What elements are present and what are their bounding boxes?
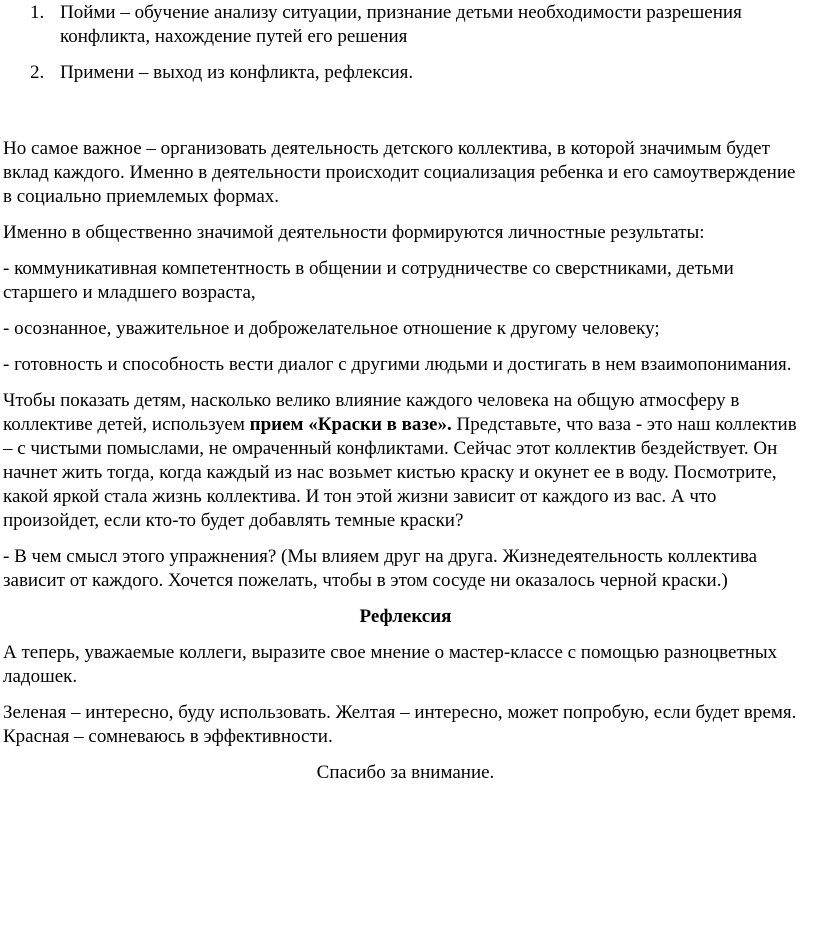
paragraph-results-intro: Именно в общественно значимой деятельности формируются личностные результаты: <box>3 222 705 243</box>
paragraph-vase-exercise <box>3 389 808 533</box>
section-heading-reflection <box>3 605 808 629</box>
list-item <box>30 61 800 85</box>
paragraph-main-idea: Но самое важное – организовать деятельность детского коллектива, в которой значимым будет вклад каждого. Именно в деятельности происходит социализация ребенка и его самоутверждение в социально приемлемых формах. <box>3 138 796 207</box>
list-number: 2. <box>30 62 45 83</box>
paragraph-palm-colors: Зеленая – интересно, буду использовать. Желтая – интересно, может попробую, если будет время. Красная – сомневаюсь в эффективности. <box>3 702 797 747</box>
list-item-text: Пойми – обучение анализу ситуации, признание детьми необходимости разрешения конфликта, нахождение путей его решения <box>60 2 742 47</box>
paragraph-result-communication: - коммуникативная компетентность в общении и сотрудничестве со сверстниками, детьми старшего и младшего возраста, <box>3 258 734 303</box>
paragraph-result-dialogue: - готовность и способность вести диалог с другими людьми и достигать в нем взаимопонимания. <box>3 354 792 375</box>
closing-line: Спасибо за внимание. <box>316 762 495 783</box>
vase-technique-name: прием «Краски в вазе». <box>249 414 452 435</box>
paragraph-reflection-intro: А теперь, уважаемые коллеги, выразите свое мнение о мастер-классе с помощью разноцветных ладошек. <box>3 642 778 687</box>
steps-list <box>30 1 800 97</box>
list-number: 1. <box>30 2 45 23</box>
vase-text-after: Представьте, что ваза - это наш коллектив – с чистыми помыслами, не омраченный конфликтами. Сейчас этот коллектив бездействует. Он начнет жить тогда, когда каждый из нас возьмет кистью краску и окунет ее в воду. Посмотрите, какой яркой стала жизнь коллектива. И тон этой жизни зависит от каждого из вас. А что произойдет, если кто-то будет добавлять темные краски? <box>3 414 797 531</box>
heading-text: Рефлексия <box>359 606 452 627</box>
paragraph-result-respect: - осознанное, уважительное и доброжелательное отношение к другому человеку; <box>3 318 660 339</box>
paragraph-exercise-meaning: - В чем смысл этого упражнения? (Мы влияем друг на друга. Жизнедеятельность коллектива зависит от каждого. Хочется пожелать, чтобы в этом сосуде ни оказалось черной краски.) <box>3 546 758 591</box>
document-body <box>3 137 808 797</box>
list-item-text: Примени – выход из конфликта, рефлексия. <box>60 62 414 83</box>
list-item <box>30 1 800 49</box>
vase-text-before: Чтобы показать детям, насколько велико влияние каждого человека на общую атмосферу в коллективе детей, используем <box>3 390 740 435</box>
